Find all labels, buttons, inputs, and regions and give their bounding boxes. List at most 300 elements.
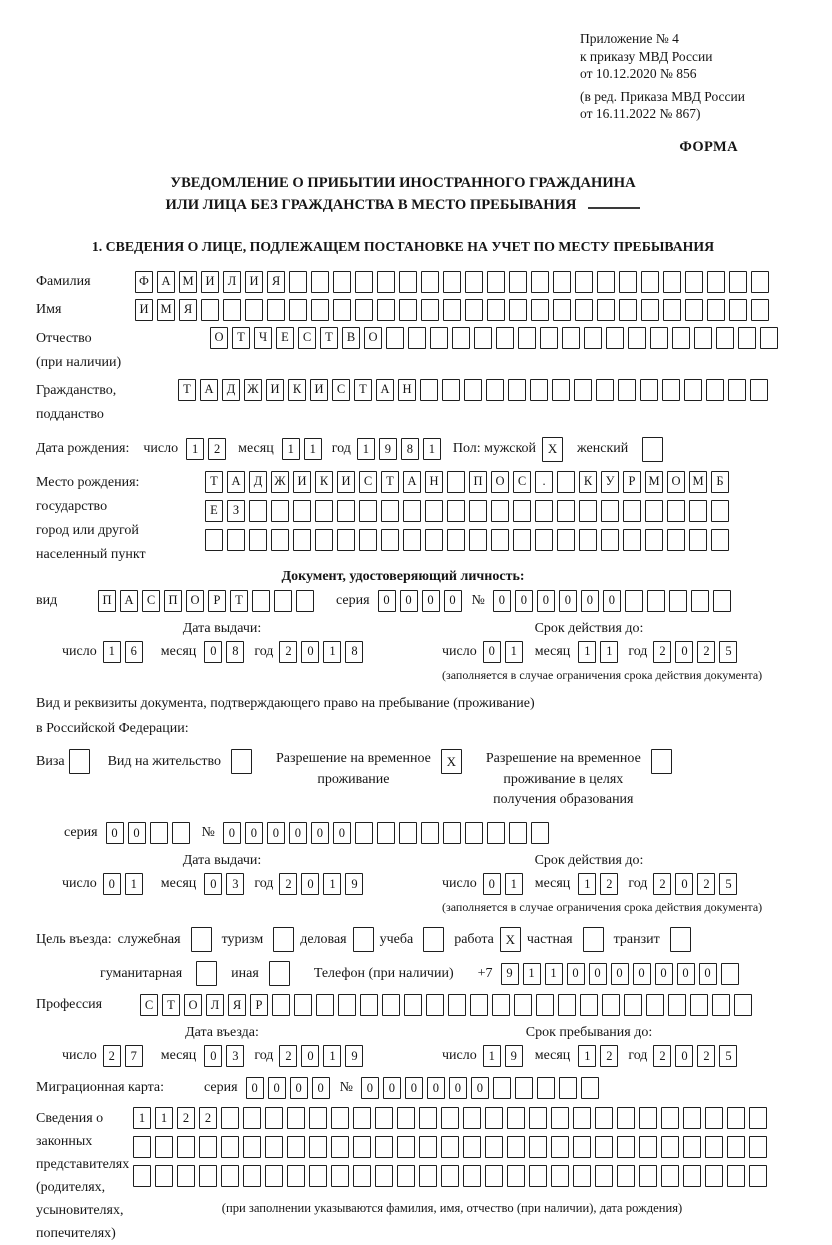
char-cell[interactable] — [333, 271, 351, 293]
char-cell[interactable]: 1 — [323, 641, 341, 663]
char-cell[interactable] — [309, 1165, 327, 1187]
char-cell[interactable]: 0 — [383, 1077, 401, 1099]
char-cell[interactable]: 7 — [125, 1045, 143, 1067]
char-cell[interactable] — [425, 500, 443, 522]
char-cell[interactable] — [661, 1107, 679, 1129]
char-cell[interactable]: 0 — [559, 590, 577, 612]
char-cell[interactable]: Т — [232, 327, 250, 349]
char-cell[interactable]: 0 — [289, 822, 307, 844]
char-cell[interactable]: 0 — [611, 963, 629, 985]
char-cell[interactable] — [530, 379, 548, 401]
char-cell[interactable] — [272, 994, 290, 1016]
char-cell[interactable] — [441, 1165, 459, 1187]
char-cell[interactable]: М — [645, 471, 663, 493]
char-cell[interactable] — [750, 379, 768, 401]
char-cell[interactable] — [249, 500, 267, 522]
char-cell[interactable]: И — [337, 471, 355, 493]
char-cell[interactable]: 0 — [267, 822, 285, 844]
char-cell[interactable] — [507, 1136, 525, 1158]
char-cell[interactable]: П — [164, 590, 182, 612]
char-cell[interactable]: И — [245, 271, 263, 293]
char-cell[interactable]: 6 — [125, 641, 143, 663]
char-cell[interactable] — [447, 471, 465, 493]
char-cell[interactable]: З — [227, 500, 245, 522]
char-cell[interactable] — [557, 500, 575, 522]
char-cell[interactable]: 9 — [345, 873, 363, 895]
char-cell[interactable] — [243, 1107, 261, 1129]
char-cell[interactable] — [265, 1136, 283, 1158]
char-cell[interactable] — [624, 994, 642, 1016]
char-cell[interactable] — [617, 1107, 635, 1129]
char-cell[interactable] — [711, 529, 729, 551]
char-cell[interactable] — [663, 271, 681, 293]
char-cell[interactable]: Т — [178, 379, 196, 401]
char-cell[interactable]: 2 — [177, 1107, 195, 1129]
char-cell[interactable]: А — [227, 471, 245, 493]
char-cell[interactable] — [663, 299, 681, 321]
char-cell[interactable] — [562, 327, 580, 349]
char-cell[interactable]: 9 — [505, 1045, 523, 1067]
char-cell[interactable]: Н — [398, 379, 416, 401]
char-cell[interactable]: Д — [222, 379, 240, 401]
char-cell[interactable] — [606, 327, 624, 349]
char-cell[interactable]: Т — [320, 327, 338, 349]
char-cell[interactable] — [721, 963, 739, 985]
char-cell[interactable] — [729, 271, 747, 293]
char-cell[interactable]: Д — [249, 471, 267, 493]
char-cell[interactable] — [469, 500, 487, 522]
char-cell[interactable]: 8 — [401, 438, 419, 460]
char-cell[interactable]: 0 — [677, 963, 695, 985]
char-cell[interactable]: О — [184, 994, 202, 1016]
char-cell[interactable] — [205, 529, 223, 551]
char-cell[interactable] — [529, 1165, 547, 1187]
char-cell[interactable]: Т — [230, 590, 248, 612]
char-cell[interactable] — [196, 961, 217, 986]
char-cell[interactable]: 0 — [427, 1077, 445, 1099]
char-cell[interactable] — [452, 327, 470, 349]
char-cell[interactable] — [397, 1107, 415, 1129]
char-cell[interactable] — [386, 327, 404, 349]
char-cell[interactable]: 1 — [103, 641, 121, 663]
char-cell[interactable] — [685, 299, 703, 321]
char-cell[interactable]: 0 — [589, 963, 607, 985]
char-cell[interactable] — [642, 437, 663, 462]
char-cell[interactable] — [640, 379, 658, 401]
char-cell[interactable] — [227, 529, 245, 551]
char-cell[interactable] — [353, 1165, 371, 1187]
char-cell[interactable] — [691, 590, 709, 612]
char-cell[interactable]: А — [157, 271, 175, 293]
char-cell[interactable] — [403, 500, 421, 522]
char-cell[interactable] — [581, 1077, 599, 1099]
char-cell[interactable] — [441, 1107, 459, 1129]
char-cell[interactable]: 2 — [279, 1045, 297, 1067]
char-cell[interactable] — [463, 1107, 481, 1129]
char-cell[interactable] — [574, 379, 592, 401]
char-cell[interactable] — [573, 1136, 591, 1158]
char-cell[interactable]: 0 — [301, 1045, 319, 1067]
char-cell[interactable] — [377, 271, 395, 293]
char-cell[interactable] — [249, 529, 267, 551]
char-cell[interactable] — [617, 1136, 635, 1158]
char-cell[interactable] — [381, 500, 399, 522]
char-cell[interactable] — [311, 271, 329, 293]
char-cell[interactable] — [669, 590, 687, 612]
char-cell[interactable] — [423, 927, 444, 952]
char-cell[interactable]: 9 — [379, 438, 397, 460]
char-cell[interactable] — [355, 271, 373, 293]
char-cell[interactable] — [133, 1165, 151, 1187]
char-cell[interactable] — [667, 529, 685, 551]
char-cell[interactable] — [353, 1107, 371, 1129]
char-cell[interactable] — [359, 529, 377, 551]
char-cell[interactable] — [531, 299, 549, 321]
char-cell[interactable] — [443, 299, 461, 321]
char-cell[interactable]: Ж — [271, 471, 289, 493]
char-cell[interactable]: 0 — [444, 590, 462, 612]
char-cell[interactable] — [628, 327, 646, 349]
char-cell[interactable]: 0 — [204, 873, 222, 895]
char-cell[interactable] — [619, 271, 637, 293]
char-cell[interactable] — [273, 927, 294, 952]
char-cell[interactable] — [507, 1165, 525, 1187]
char-cell[interactable] — [463, 1165, 481, 1187]
char-cell[interactable] — [625, 590, 643, 612]
char-cell[interactable] — [309, 1136, 327, 1158]
char-cell[interactable]: 0 — [675, 641, 693, 663]
char-cell[interactable] — [712, 994, 730, 1016]
char-cell[interactable] — [470, 994, 488, 1016]
char-cell[interactable]: 3 — [226, 1045, 244, 1067]
char-cell[interactable]: Ч — [254, 327, 272, 349]
char-cell[interactable] — [293, 529, 311, 551]
char-cell[interactable] — [491, 529, 509, 551]
char-cell[interactable] — [245, 299, 263, 321]
char-cell[interactable]: 2 — [208, 438, 226, 460]
char-cell[interactable] — [531, 822, 549, 844]
char-cell[interactable] — [221, 1136, 239, 1158]
char-cell[interactable]: Т — [162, 994, 180, 1016]
char-cell[interactable]: 0 — [246, 1077, 264, 1099]
char-cell[interactable]: 0 — [633, 963, 651, 985]
char-cell[interactable] — [619, 299, 637, 321]
char-cell[interactable]: С — [332, 379, 350, 401]
char-cell[interactable] — [641, 299, 659, 321]
char-cell[interactable] — [694, 327, 712, 349]
char-cell[interactable] — [507, 1107, 525, 1129]
char-cell[interactable]: 1 — [505, 873, 523, 895]
char-cell[interactable]: П — [98, 590, 116, 612]
char-cell[interactable] — [311, 299, 329, 321]
char-cell[interactable] — [150, 822, 168, 844]
char-cell[interactable] — [727, 1107, 745, 1129]
char-cell[interactable] — [705, 1136, 723, 1158]
char-cell[interactable] — [575, 299, 593, 321]
char-cell[interactable]: X — [441, 749, 462, 774]
char-cell[interactable] — [601, 529, 619, 551]
char-cell[interactable]: 1 — [523, 963, 541, 985]
char-cell[interactable]: 1 — [186, 438, 204, 460]
char-cell[interactable]: О — [186, 590, 204, 612]
char-cell[interactable] — [509, 271, 527, 293]
char-cell[interactable]: 0 — [515, 590, 533, 612]
char-cell[interactable] — [650, 327, 668, 349]
char-cell[interactable] — [536, 994, 554, 1016]
char-cell[interactable] — [639, 1136, 657, 1158]
char-cell[interactable] — [315, 529, 333, 551]
char-cell[interactable]: Б — [711, 471, 729, 493]
char-cell[interactable] — [448, 994, 466, 1016]
char-cell[interactable] — [337, 529, 355, 551]
char-cell[interactable]: И — [310, 379, 328, 401]
char-cell[interactable] — [331, 1136, 349, 1158]
char-cell[interactable]: 0 — [333, 822, 351, 844]
char-cell[interactable] — [647, 590, 665, 612]
char-cell[interactable]: И — [266, 379, 284, 401]
char-cell[interactable]: Л — [223, 271, 241, 293]
char-cell[interactable]: 0 — [301, 873, 319, 895]
char-cell[interactable]: 0 — [471, 1077, 489, 1099]
char-cell[interactable] — [381, 529, 399, 551]
char-cell[interactable] — [447, 529, 465, 551]
char-cell[interactable] — [252, 590, 270, 612]
char-cell[interactable] — [399, 822, 417, 844]
char-cell[interactable] — [419, 1136, 437, 1158]
char-cell[interactable] — [749, 1165, 767, 1187]
char-cell[interactable] — [447, 500, 465, 522]
char-cell[interactable] — [487, 271, 505, 293]
char-cell[interactable] — [651, 749, 672, 774]
char-cell[interactable]: 2 — [697, 641, 715, 663]
char-cell[interactable]: К — [288, 379, 306, 401]
char-cell[interactable] — [231, 749, 252, 774]
char-cell[interactable] — [309, 1107, 327, 1129]
char-cell[interactable] — [443, 271, 461, 293]
char-cell[interactable]: 0 — [537, 590, 555, 612]
char-cell[interactable] — [441, 1136, 459, 1158]
char-cell[interactable] — [705, 1107, 723, 1129]
char-cell[interactable]: Р — [208, 590, 226, 612]
char-cell[interactable] — [331, 1165, 349, 1187]
char-cell[interactable]: 8 — [226, 641, 244, 663]
char-cell[interactable]: Ф — [135, 271, 153, 293]
char-cell[interactable] — [243, 1165, 261, 1187]
char-cell[interactable] — [579, 529, 597, 551]
char-cell[interactable] — [287, 1165, 305, 1187]
char-cell[interactable] — [685, 271, 703, 293]
char-cell[interactable]: 2 — [600, 873, 618, 895]
char-cell[interactable]: 1 — [323, 873, 341, 895]
char-cell[interactable]: А — [200, 379, 218, 401]
char-cell[interactable]: О — [210, 327, 228, 349]
char-cell[interactable] — [689, 529, 707, 551]
char-cell[interactable] — [265, 1107, 283, 1129]
char-cell[interactable] — [265, 1165, 283, 1187]
char-cell[interactable]: 1 — [423, 438, 441, 460]
char-cell[interactable] — [491, 500, 509, 522]
char-cell[interactable] — [155, 1165, 173, 1187]
char-cell[interactable]: 0 — [378, 590, 396, 612]
char-cell[interactable] — [316, 994, 334, 1016]
char-cell[interactable]: 0 — [223, 822, 241, 844]
char-cell[interactable]: 1 — [578, 873, 596, 895]
char-cell[interactable]: 0 — [603, 590, 621, 612]
char-cell[interactable] — [597, 299, 615, 321]
char-cell[interactable] — [579, 500, 597, 522]
char-cell[interactable] — [713, 590, 731, 612]
char-cell[interactable] — [172, 822, 190, 844]
char-cell[interactable]: 2 — [103, 1045, 121, 1067]
char-cell[interactable] — [557, 529, 575, 551]
char-cell[interactable] — [623, 529, 641, 551]
char-cell[interactable] — [639, 1165, 657, 1187]
char-cell[interactable] — [552, 379, 570, 401]
char-cell[interactable]: 0 — [405, 1077, 423, 1099]
char-cell[interactable] — [518, 327, 536, 349]
char-cell[interactable] — [293, 500, 311, 522]
char-cell[interactable]: Т — [354, 379, 372, 401]
char-cell[interactable] — [221, 1107, 239, 1129]
char-cell[interactable] — [672, 327, 690, 349]
char-cell[interactable] — [353, 927, 374, 952]
char-cell[interactable] — [425, 529, 443, 551]
char-cell[interactable]: 0 — [245, 822, 263, 844]
char-cell[interactable] — [487, 299, 505, 321]
char-cell[interactable] — [493, 1077, 511, 1099]
char-cell[interactable]: X — [500, 927, 521, 952]
char-cell[interactable]: 2 — [199, 1107, 217, 1129]
char-cell[interactable]: 0 — [106, 822, 124, 844]
char-cell[interactable]: М — [689, 471, 707, 493]
char-cell[interactable]: . — [535, 471, 553, 493]
char-cell[interactable] — [596, 379, 614, 401]
char-cell[interactable]: 8 — [345, 641, 363, 663]
char-cell[interactable] — [661, 1136, 679, 1158]
char-cell[interactable] — [641, 271, 659, 293]
char-cell[interactable]: 0 — [483, 873, 501, 895]
char-cell[interactable] — [595, 1136, 613, 1158]
char-cell[interactable]: 0 — [699, 963, 717, 985]
char-cell[interactable] — [177, 1165, 195, 1187]
char-cell[interactable] — [487, 822, 505, 844]
char-cell[interactable] — [537, 1077, 555, 1099]
char-cell[interactable] — [667, 500, 685, 522]
char-cell[interactable]: К — [315, 471, 333, 493]
char-cell[interactable]: 1 — [133, 1107, 151, 1129]
char-cell[interactable] — [645, 529, 663, 551]
char-cell[interactable]: 0 — [312, 1077, 330, 1099]
char-cell[interactable] — [623, 500, 641, 522]
char-cell[interactable] — [337, 500, 355, 522]
char-cell[interactable] — [583, 927, 604, 952]
char-cell[interactable]: 0 — [268, 1077, 286, 1099]
char-cell[interactable]: И — [201, 271, 219, 293]
char-cell[interactable]: С — [142, 590, 160, 612]
char-cell[interactable]: 1 — [483, 1045, 501, 1067]
char-cell[interactable]: М — [179, 271, 197, 293]
char-cell[interactable] — [535, 529, 553, 551]
char-cell[interactable] — [580, 994, 598, 1016]
char-cell[interactable] — [508, 379, 526, 401]
char-cell[interactable]: 0 — [483, 641, 501, 663]
char-cell[interactable]: Я — [267, 271, 285, 293]
char-cell[interactable]: 0 — [493, 590, 511, 612]
char-cell[interactable] — [442, 379, 460, 401]
char-cell[interactable]: 1 — [545, 963, 563, 985]
char-cell[interactable] — [177, 1136, 195, 1158]
char-cell[interactable] — [399, 271, 417, 293]
char-cell[interactable] — [474, 327, 492, 349]
char-cell[interactable] — [573, 1165, 591, 1187]
char-cell[interactable] — [749, 1107, 767, 1129]
char-cell[interactable]: С — [359, 471, 377, 493]
char-cell[interactable] — [355, 299, 373, 321]
char-cell[interactable] — [421, 822, 439, 844]
char-cell[interactable] — [465, 299, 483, 321]
char-cell[interactable]: 1 — [505, 641, 523, 663]
char-cell[interactable] — [509, 822, 527, 844]
char-cell[interactable] — [690, 994, 708, 1016]
char-cell[interactable] — [551, 1107, 569, 1129]
char-cell[interactable] — [397, 1136, 415, 1158]
char-cell[interactable] — [464, 379, 482, 401]
char-cell[interactable] — [602, 994, 620, 1016]
char-cell[interactable] — [513, 500, 531, 522]
char-cell[interactable] — [728, 379, 746, 401]
char-cell[interactable]: 0 — [290, 1077, 308, 1099]
char-cell[interactable] — [689, 500, 707, 522]
char-cell[interactable]: Е — [205, 500, 223, 522]
char-cell[interactable] — [705, 1165, 723, 1187]
char-cell[interactable]: 9 — [501, 963, 519, 985]
char-cell[interactable]: 5 — [719, 641, 737, 663]
char-cell[interactable] — [535, 500, 553, 522]
char-cell[interactable]: В — [342, 327, 360, 349]
char-cell[interactable] — [201, 299, 219, 321]
char-cell[interactable]: Е — [276, 327, 294, 349]
char-cell[interactable] — [727, 1165, 745, 1187]
char-cell[interactable] — [269, 961, 290, 986]
char-cell[interactable]: 0 — [675, 873, 693, 895]
char-cell[interactable] — [485, 1107, 503, 1129]
char-cell[interactable] — [683, 1136, 701, 1158]
char-cell[interactable] — [375, 1136, 393, 1158]
char-cell[interactable] — [399, 299, 417, 321]
char-cell[interactable] — [540, 327, 558, 349]
char-cell[interactable] — [662, 379, 680, 401]
char-cell[interactable] — [296, 590, 314, 612]
char-cell[interactable] — [729, 299, 747, 321]
char-cell[interactable]: 1 — [304, 438, 322, 460]
char-cell[interactable]: О — [364, 327, 382, 349]
char-cell[interactable] — [443, 822, 461, 844]
char-cell[interactable] — [315, 500, 333, 522]
char-cell[interactable] — [584, 327, 602, 349]
char-cell[interactable]: О — [491, 471, 509, 493]
char-cell[interactable]: 1 — [357, 438, 375, 460]
char-cell[interactable] — [465, 271, 483, 293]
char-cell[interactable]: 2 — [279, 641, 297, 663]
char-cell[interactable]: А — [120, 590, 138, 612]
char-cell[interactable]: С — [298, 327, 316, 349]
char-cell[interactable]: С — [140, 994, 158, 1016]
char-cell[interactable] — [287, 1107, 305, 1129]
char-cell[interactable] — [751, 299, 769, 321]
char-cell[interactable]: 1 — [125, 873, 143, 895]
char-cell[interactable] — [557, 471, 575, 493]
char-cell[interactable] — [331, 1107, 349, 1129]
